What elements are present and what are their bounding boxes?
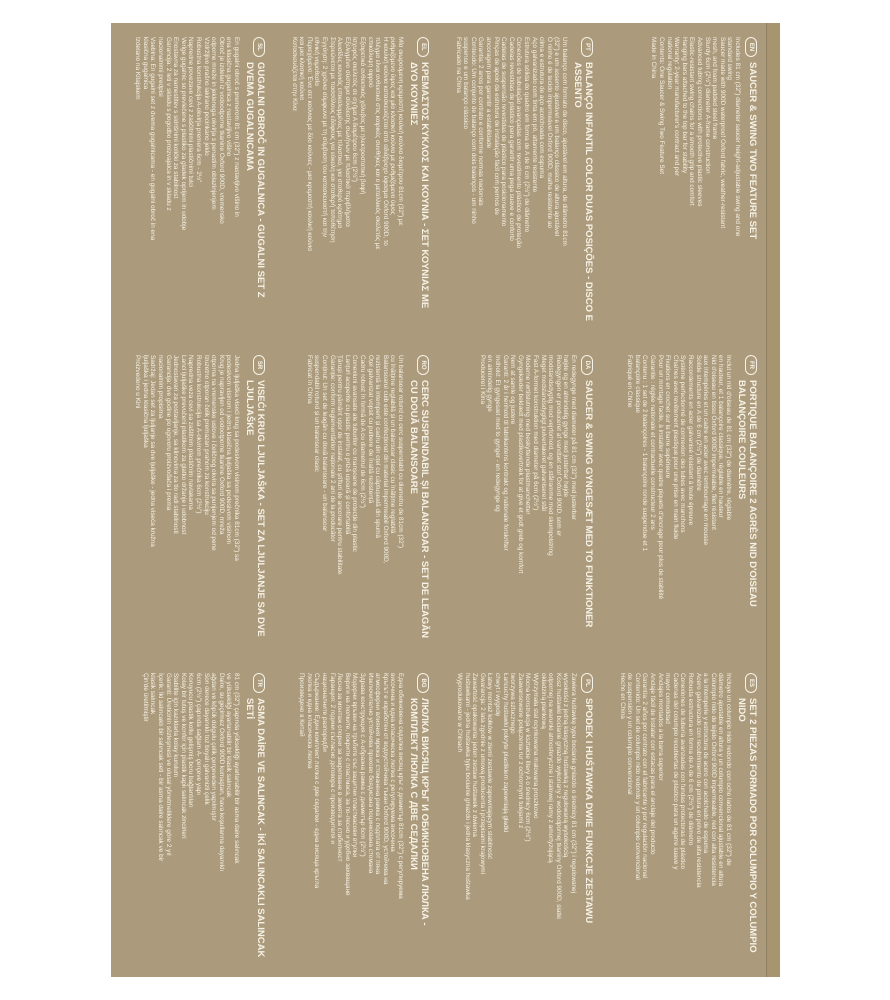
- section-sl: [111, 23, 275, 341]
- section-line: Contenu : 1 set de 2 balançoires - 1 balançoire ronde suspendue et 1: [641, 355, 649, 552]
- section-line: Solide structure en A de 6 cm (2½") de diamètre: [694, 355, 702, 491]
- section-line: Łatwy montaż kołków w ziemi zestawie zapewniającym stabilność: [486, 673, 494, 860]
- section-line: Jedna ljuljaška viseći krug sa podesivom visinom prečnika 81cm (32") sa: [233, 355, 240, 561]
- section-line: Contents: One Saucer & Swing Two Feature Set: [658, 37, 666, 174]
- section-line: Wytrzymała stal ocynkowana malowana proszkowo: [532, 673, 540, 819]
- section-line: Mocna konstrukcja w kształcie litery A o średnicy 6cm (2½"): [524, 673, 532, 842]
- section-line: Includes 81 cm (32") diameter saucer height-adjustable swing and one: [734, 37, 741, 237]
- section-line: височина и една класическа люлка с регулируема височина: [389, 673, 397, 852]
- section-line: Estrutura sólida do quadro em forma de A de 6 cm (2½") de diâmetro: [523, 37, 531, 233]
- section-line: Лесна за монтаж опорни за закрепване в земята за стабилност: [336, 673, 344, 862]
- section-line: Hanging bars attached to the top bar for stability: [680, 37, 688, 174]
- section-fr: [603, 341, 767, 659]
- section-line: Un balansoar rotund cu cerc suspendabil cu diametru de 81cm (32"): [397, 355, 404, 549]
- section-line: Obroč je izdelan iz vodoodporne tkanine Oxford 900D, vremensko: [217, 37, 225, 224]
- section-header: [572, 37, 593, 327]
- section-line: Kosz huśtawki bocianie gniazdo wykonany z wodoodpornej tkaniny Oxford 900D, siatki: [554, 673, 562, 919]
- section-row-4: [111, 23, 275, 977]
- section-line: Çin'de üretilmiştir: [141, 673, 149, 722]
- section-line: nacionalnimi predpisi: [157, 37, 165, 97]
- section-line: Здрава конструкция с А-образна рамка с диаметър 6cm (2½"): [359, 673, 367, 857]
- section-line: Cadeias de suspensão revestidas de plástico para posicionamento: [500, 37, 508, 227]
- section-line: Elastic-resistant swing chains for a smooth grip and comfort: [688, 37, 696, 206]
- section-line: атмосферни влияния мрежа и стоманена рамка с подплата от пяна: [374, 673, 382, 875]
- section-line: klasik salıncak: [149, 673, 157, 715]
- section-line: a la intemperie y estructura de acero con acolchado de espuma: [702, 673, 710, 854]
- section-line: Enostavna za namestitev s sidrišnimi količki za stabilnost: [172, 37, 180, 199]
- section-line: Гаранция: 2 години съгласно договора с производителя и: [328, 673, 336, 844]
- section-line: Chaînes avec revêtement plastique pour une prise en main fluide: [671, 355, 679, 540]
- section-line: Pinças de apoio da estrutura de instalação fácil com pernos de: [492, 37, 500, 215]
- section-line: rezistentă la intemperii și cadru din oțel cu căptușeală din spumă: [374, 355, 382, 538]
- section-line: Warranty: 2-year manufacturer's contract and per: [673, 37, 681, 177]
- language-code-badge: SL: [253, 37, 265, 57]
- section-line: Țăruși pentru pământ ușor de instalat, cu știfturi de ancorare pentru stabilitate: [336, 355, 344, 575]
- section-title: SAUCER & SWING GYNGESÆT MED TO FUNKTIONER: [583, 380, 594, 628]
- section-header: [408, 355, 429, 645]
- section-line: tworzywa sztucznego: [509, 673, 517, 734]
- section-line: Ισχυρός σκελετός σε σχήμα Α διαμέτρου 6cm (2½"): [351, 37, 359, 182]
- section-line: Κατασκευάζεται στην Κίνα: [290, 37, 298, 111]
- section-line: Lanci ljuljaške prevučeni plastikom za glatko držanje i udobnost: [179, 355, 187, 535]
- section-header: [244, 673, 265, 963]
- language-code-badge: EL: [417, 37, 429, 57]
- section-line: Модерни връзки на тръбите със защитни пластмасови втулки: [351, 673, 359, 858]
- section-line: okładziną piankową: [539, 673, 547, 729]
- section-line: Napredne povezave cevi z zaščitnimi plastičnimi tulci: [187, 37, 195, 187]
- section-line: Conexões de tubulação avançadas com revestimento plástico de proteção: [515, 37, 523, 249]
- section-line: Zaawansowane połączenia rur z ochronnymi tulejami z: [516, 673, 524, 829]
- section-line: huśtawkami - jedna huśtawka typu bocianie gniazdo i jedna klasyczna huśtawka: [463, 673, 471, 900]
- section-line: aux intempéries et un cadre en acier avec rembourrage en mousse: [702, 355, 710, 546]
- language-code-badge: BG: [417, 673, 429, 693]
- section-line: και μια κλασική κούνια: [298, 37, 306, 100]
- section-line: Μία αιωρούμενη κρεμαστή κουλκή κούνια διαμέτρου 81cm (32") με: [397, 37, 404, 226]
- section-line: Produceret i Kina: [478, 355, 486, 405]
- section-line: Acero galvanizado con recubrimiento de pintura en polvo de alta resistencia: [694, 673, 702, 888]
- section-line: Contenido: Un set de columpio nido redondo y un columpio convencional: [633, 673, 641, 880]
- section-line: Εξαιρετικά ανθεκτικός χάλυβας με ηλεκτροστατική βαφή: [359, 37, 367, 195]
- language-code-badge: ES: [745, 673, 757, 693]
- section-line: Cadenas del columpio recubiertas de plástico para un agarre suave y: [671, 673, 679, 870]
- section-line: Proizvedeno u Kini: [134, 355, 142, 409]
- section-line: Gyngekæder beklædt med plastikovertræk for at give et godt greb og komfort: [516, 355, 524, 574]
- section-line: Made in China: [650, 37, 658, 79]
- section-es: [603, 659, 767, 977]
- section-line: Moderne rørtilslutning med beskyttende plastmanchetter: [524, 355, 532, 515]
- section-line: Redegyngen er produceret af vandtæt stof Oxford 900D, som er: [554, 355, 562, 537]
- section-el: [275, 23, 439, 341]
- section-line: Robustna konstrukcija A-okvirja premera 6cm - 2½": [195, 37, 203, 183]
- section-en: [603, 23, 767, 341]
- section-line: cu înălțime reglabilă și un balansoar clasic cu înălțime reglabilă: [389, 355, 397, 534]
- section-line: Вериги на люлките, покрити с пластмаса, за по-лесно и удобно захващане: [343, 673, 351, 896]
- section-line: Columpio nido de tejido Oxford 900D impermeable, red con alta resistencia: [709, 673, 717, 886]
- section-pl: [439, 659, 603, 977]
- section-line: Saucer made with 900D waterproof Oxford fabric, weather-resistant: [718, 37, 726, 229]
- section-line: Raccordements en acier galvanisé résistant à toute épreuve: [687, 355, 695, 526]
- section-line: Lanțuri acoperite cu plastic pentru o priză ușoară și confortabilă: [343, 355, 351, 535]
- section-line: Изключително устойчива прахово боядисана поцинкована стомана: [366, 673, 374, 874]
- section-line: en hauteur, et 1 balançoire classique, réglable en hauteur: [717, 355, 725, 518]
- section-line: mayor comodidad: [664, 673, 672, 724]
- section-bg: [275, 659, 439, 977]
- language-code-badge: SR: [253, 355, 265, 375]
- section-line: ljuljaška i jedna klasična ljuljaška: [141, 355, 149, 448]
- section-line: Izdelano na Kitajskem: [134, 37, 142, 100]
- section-line: националните разпоредби: [321, 673, 329, 752]
- section-line: Izuzetno otporan čelik premazan prahom za konstrukciju: [202, 355, 210, 515]
- section-line: Verige gugalnic so prevlečene s plastiko za gladek oprijem in udobje: [179, 37, 187, 231]
- section-line: Robusta estructura en forma de A de 6 cm (2½") de diámetro: [687, 673, 695, 846]
- section-line: 6cm (2½") çapında sağlam A- çerçeve yapı: [195, 673, 203, 795]
- section-header: [244, 355, 265, 645]
- section-title: SPODEK I HUŚTAWKA DWIE FUNKCJE ZESTAWU: [583, 698, 594, 924]
- section-line: Łańcuchy huśtawki pokryte plastikiem zapewniają gładki: [501, 673, 509, 833]
- section-title: ASMA DAİRE VE SALINCAK - İKİ SALINCAKLI SALINCAK SETİ: [244, 698, 266, 958]
- language-code-badge: TR: [253, 673, 265, 693]
- section-line: Fixations en crochet sur la barre supérieure: [664, 355, 672, 479]
- section-line: Στερεώνεται με πασσάλους εδάφους για εύκολη και σταθερή τοποθέτηση: [328, 37, 336, 243]
- section-line: diámetro ajustable en altura y un columpio convencional ajustable en altura: [717, 673, 725, 887]
- section-line: højde og en almindelig gynge med justerbar højde: [562, 355, 570, 498]
- section-line: Garantie : réglée nationale et contractuelle constructeur 2 ans: [649, 355, 657, 530]
- section-line: Pour un montage facile, à installer avec quatre piquets d'ancrage pour plus de stabilité: [656, 355, 664, 600]
- section-line: Hecho en China: [618, 673, 626, 719]
- section-header: [581, 673, 593, 963]
- section-line: nacionalnim propisima: [157, 355, 165, 419]
- section-line: εθνική νομοθεσία: [313, 37, 321, 86]
- section-header: [736, 673, 757, 963]
- section-line: 81 cm (32") çapında yüksekliği ayarlanabilir bir asma daire salıncak: [233, 673, 240, 864]
- language-code-badge: FR: [745, 355, 757, 375]
- section-line: Aço galvanizado com tinta em pó, altamente resistente: [530, 37, 538, 193]
- section-line: Gwarancja: 2 lata zgodnie z umową producenta i przepisami krajowymi: [478, 673, 486, 875]
- section-line: Cadru robust în formă de A cu diametrul de 6cm (2½"): [359, 355, 367, 508]
- section-title: GUGALNI OBROČ IN GUGALNICA - GUGALNI SET Z DVEMA GUGALNICAMA: [244, 62, 266, 298]
- section-line: Εγγύηση: 2 χρόνια σύμφωνα με τη σύμβαση του κατασκευαστή και την: [321, 37, 329, 238]
- section-title: BALANÇO INFANTIL COLOR DUAS POSIÇÕES - DISCO E ASSENTO: [572, 62, 594, 321]
- section-title: ΚΡΕΜΑΣΤΟΣ ΚΥΚΛΟΣ ΚΑΙ ΚΟΥΝΙΑ - ΣΕΤ ΚΟΥΝΙΑΣ ΜΕ ΔΥΟ ΚΟΥΝΙΕΣ: [408, 62, 430, 309]
- section-line: Napredna veza cevi sa zaštitnim plastičnim navlakama: [187, 355, 195, 510]
- section-line: En redegynge med diameter på 81 cm (32") med justerbar: [570, 355, 577, 520]
- section-line: en almindelig gynge: [486, 355, 494, 412]
- section-line: Съдържание: Един комплект люлка с две седалки - една висяща кръгла: [313, 673, 321, 889]
- section-line: Garancija: 2 leti v skladu s pogodbo proizvajalca in v skladu z: [164, 37, 172, 211]
- section-title: CERC SUSPENDABIL ȘI BALANSOAR - SET DE LEAGĂN CU DOUĂ BALANSOARE: [408, 380, 430, 638]
- section-line: Incluye un columpio nido redondo con ocho lados de 81 cm (32") de: [725, 673, 732, 866]
- section-row-1: [603, 23, 767, 977]
- section-ro: [275, 341, 439, 659]
- section-line: national regulation: [665, 37, 673, 90]
- section-line: люлка и една класическа люлка: [305, 673, 313, 769]
- section-line: Balansoarul cuib este confecționat din material impermeabil Oxford 900D,: [381, 355, 389, 564]
- section-line: modstandsdygtig mod vejrforhold, og en stålramme med skumpolstring: [547, 355, 555, 556]
- section-header: [581, 355, 593, 645]
- section-header: [244, 37, 265, 327]
- section-header: [408, 37, 429, 327]
- section-line: Произведено в Китай: [298, 673, 306, 737]
- section-row-2: [439, 23, 603, 977]
- section-line: Conținut: Un set de leagăn cu două balansoare - un balansoar: [321, 355, 329, 532]
- section-line: Η κουλκή κούνια κατασκευάζεται από αδιάβροχο ύφασμα Oxford 900D, το: [381, 37, 389, 246]
- section-line: podesivom visinom i jedna klasična ljuljaška sa podesivom visinom: [225, 355, 233, 544]
- section-line: suspenso e um balanço clássico: [462, 37, 470, 130]
- section-line: πλέγμα είναι ανθεκτικό στις καιρικές συνθήκες και ο μεταλλικός σκελετός με: [374, 37, 382, 250]
- language-code-badge: PT: [581, 37, 593, 57]
- sheet-edge-strip: [766, 23, 780, 977]
- section-title: PORTIQUE BALANÇOIRE 2 AGRÈS NID D'OISEAU BALANÇOIRE COULEURS: [736, 380, 758, 607]
- section-line: Daire, su geçirmez Oxford 900D kumaştan, hava koşullarına dayanıklı: [217, 673, 225, 872]
- section-line: standard swing: [726, 37, 734, 80]
- section-line: Stabilite için kazıklarla kolay kurulum: [172, 673, 180, 778]
- section-sr: [111, 341, 275, 659]
- section-line: odporne mreže in jeklenega okvirja s penastim oblazinjenjem: [210, 37, 218, 210]
- section-da: [439, 341, 603, 659]
- language-code-badge: PL: [581, 673, 593, 693]
- instruction-sheet: [111, 23, 779, 977]
- section-line: Son derece dayanıklı toz boyalı galvanizli çelik: [202, 673, 210, 805]
- section-line: ena klasična gugalnica z nastavljivo višino: [225, 37, 233, 157]
- section-line: ρυθμιζόμενο ύψος και μία κλασική κούνια με ρυθμιζόμενο ύψος: [389, 37, 397, 215]
- section-header: [736, 355, 757, 645]
- section-line: Αλυσίδες κουνιάς επικαλυμμένες με πλαστικό, για σταθερό κράτημα: [336, 37, 344, 229]
- section-line: Garanti: 2 år i henhold til fabrikantens kontrakt og nationale forskrifter: [501, 355, 509, 551]
- section-line: Garanție: conform reglementărilor naționale 2 ani de la producător: [328, 355, 336, 542]
- section-pt: [439, 23, 603, 341]
- section-line: otporna na vremenske uslove i čeličnog okvira sa punjenjem od pene: [210, 355, 218, 551]
- section-line: Robustna konstrukcija sa A-okvirom prečnika 6cm (2½"): [195, 355, 203, 514]
- section-line: Vsebina: En gugalni set z dvema gugalnicama - en gugalni obroč in ena: [149, 37, 157, 241]
- section-line: Εξελιγμένο σύστημα σύνδεσης σωλήνων με πλαστικά περιβλήματα: [343, 37, 351, 227]
- section-line: Anclaje fácil de instalar con estacas para el anclaje del producto: [649, 673, 657, 855]
- section-line: wysokości z jedną klasyczną huśtawką z regulowaną wysokością: [562, 673, 570, 858]
- section-line: Système perfectionné de connexion des tubes avec manchons: [679, 355, 687, 533]
- section-line: Zawiera huśtawkę typu bocianie gniazdo o średnicy 81 cm (32") i regulowanej: [570, 673, 577, 894]
- section-line: Fabriqué en Chine: [626, 355, 634, 408]
- section-line: Vzdržljivo prašno lakirano pocinkano jeklo: [202, 37, 210, 156]
- section-line: Wyprodukowano w Chinach: [456, 673, 464, 753]
- section-line: Indhold: Et gyngesæt med to gynger - en redegynge og: [494, 355, 502, 512]
- section-line: Conteúdo: Um conjunto de balanço com dois balanços - um ninho: [469, 37, 477, 224]
- section-line: O ninho é de tecido impermeável Oxford 900D, malha resistente ao: [545, 37, 553, 229]
- section-line: Кръгът е изработен от водоустойчива тъкан Oxford 900D, устойчива на: [381, 673, 389, 885]
- section-line: Conexiuni avansate ale tuburilor cu manșoane de protecție din plastic: [351, 355, 359, 552]
- section-line: Jednostavan za postavljanje, sa klinovima za tlo radi stabilnosti: [172, 355, 180, 534]
- section-line: Zawartość opakowania: jeden zestaw huśtawek z dwiema: [471, 673, 479, 837]
- section-line: ancoragem para garantir a estabilidade: [485, 37, 493, 149]
- section-line: (32") e um assento ajustável e um balanço clássico de altura ajustável: [553, 37, 561, 237]
- section-line: Garancija: dve godine po ugovoru proizvođača i prema: [164, 355, 172, 511]
- section-line: Krug je napravljen od vodootporne tkanine Oxford 900D, mreža: [217, 355, 225, 535]
- section-line: ve yüksekliği ayarlanabilir bir klasik salıncak: [225, 673, 233, 798]
- section-line: Anclajes montados a la barra superior: [656, 673, 664, 781]
- section-line: Fabricat în China: [305, 355, 313, 404]
- section-line: Advanced tubing connections with protective plastic sleeves: [696, 37, 704, 207]
- section-line: mesh, and foam padded steel frame: [711, 37, 719, 140]
- section-header: [745, 37, 757, 327]
- section-line: Garantia: 2 anos por contrato e conforme normas nacionais: [477, 37, 485, 206]
- section-line: ağdan ve köpük dolgulu çelik çerçeveden yapılmıştır: [210, 673, 218, 822]
- section-line: balançoire classique: [633, 355, 641, 413]
- section-line: Nem at samle og justere: [509, 355, 517, 425]
- section-line: Sadržaj: Jedan set za ljuljanje sa dve ljuljaške - jedna viseća kružna: [149, 355, 157, 547]
- section-line: Koruyucu plastik kollu gelişmiş boru bağlantıları: [187, 673, 195, 808]
- section-title: VISEĆI KRUG LJULJAŠKA - SET ZA LJULJANJE SA DVE LJULJAŠKE: [244, 380, 266, 637]
- section-line: Inclut un nid d'oiseau de 81 cm (32") de diamètre, réglable: [725, 355, 732, 521]
- language-code-badge: DA: [581, 355, 593, 375]
- section-line: En gugalni obroč s premerom 81 cm (32") z nastavljivo višino in: [233, 37, 240, 217]
- section-line: Um balanço com formato de disco, ajustável em altura, de diâmetro 81cm: [561, 37, 568, 246]
- section-line: Nid d'oiseau en tissu Oxford 900D imperméable, filet résistant: [709, 355, 717, 530]
- section-row-3: [275, 23, 439, 977]
- section-line: Fast A-formet konstruktion med diameter på 6cm (2½"): [532, 355, 540, 511]
- section-line: İçerik: İki salıncaklı bir salıncak seti - bir asma daire salıncak ve bir: [157, 673, 165, 862]
- section-line: klasična gugalnica: [141, 37, 149, 90]
- section-line: clima e estrutura de aço acolchoada com espuma: [538, 37, 546, 179]
- language-code-badge: EN: [745, 37, 757, 57]
- section-line: Kolay bir tutuş ve konfor için plastik kaplı salıncak zincirleri: [179, 673, 187, 839]
- section-line: Garanti: Üreticinin sözleşmesi ve ulusal yönetmeliklere göre 2 yıl: [164, 673, 172, 856]
- section-line: Conexiones de tubería avanzadas con fundas protectoras de plástico: [679, 673, 687, 870]
- section-title: SAUCER & SWING TWO FEATURE SET: [747, 62, 758, 240]
- section-line: de suspensión y un columpio convencional: [626, 673, 634, 795]
- section-line: Една обикновена седалка висящ кръг с диаметър 81cm (32") с регулируема: [397, 673, 404, 899]
- section-line: Fabricado na China: [454, 37, 462, 93]
- section-line: Cadeias revestidas de plástico para garantir uma pega suave e conforto: [507, 37, 515, 241]
- section-line: chwyt i wygodę: [494, 673, 502, 717]
- section-line: suspendabil rotund și un balansoar clasic: [313, 355, 321, 472]
- section-line: Sturdy 6cm (2½") diameter A-frame construction: [703, 37, 711, 174]
- language-code-badge: RO: [417, 355, 429, 375]
- section-line: Περιεχόμενο: Ένα σετ κούνιας με δύο κούνιες - μια κρεμαστή κουλκή κούνια: [305, 37, 313, 251]
- rotated-content: [111, 23, 767, 977]
- section-tr: [111, 659, 275, 977]
- section-line: odpornej na warunki atmosferyczne i stalowej ramy z amortyzującą: [547, 673, 555, 863]
- section-title: ЛЮЛКА ВИСЯЩ КРЪГ И ОБИКНОВЕНА ЛЮЛКА - КОМПЛЕКТ ЛЮЛКА С ДВЕ СЕДАЛКИ: [408, 698, 430, 926]
- section-title: SET 2 PIEZAS FORMADO POR COLUMPIO Y COLUMPIO NIDO: [736, 698, 758, 953]
- section-line: Meget modstandsdygtigt pulverlakeret galvaniseret stål: [539, 355, 547, 511]
- section-line: Garantía: 2 años por contrato con el fabricante y por regulación nacional: [641, 673, 649, 878]
- section-header: [408, 673, 429, 963]
- section-line: Oțel galvanizat vopsit cu pulbere de înaltă rezistență: [366, 355, 374, 504]
- section-line: επικάλυψη αφρού: [366, 37, 374, 88]
